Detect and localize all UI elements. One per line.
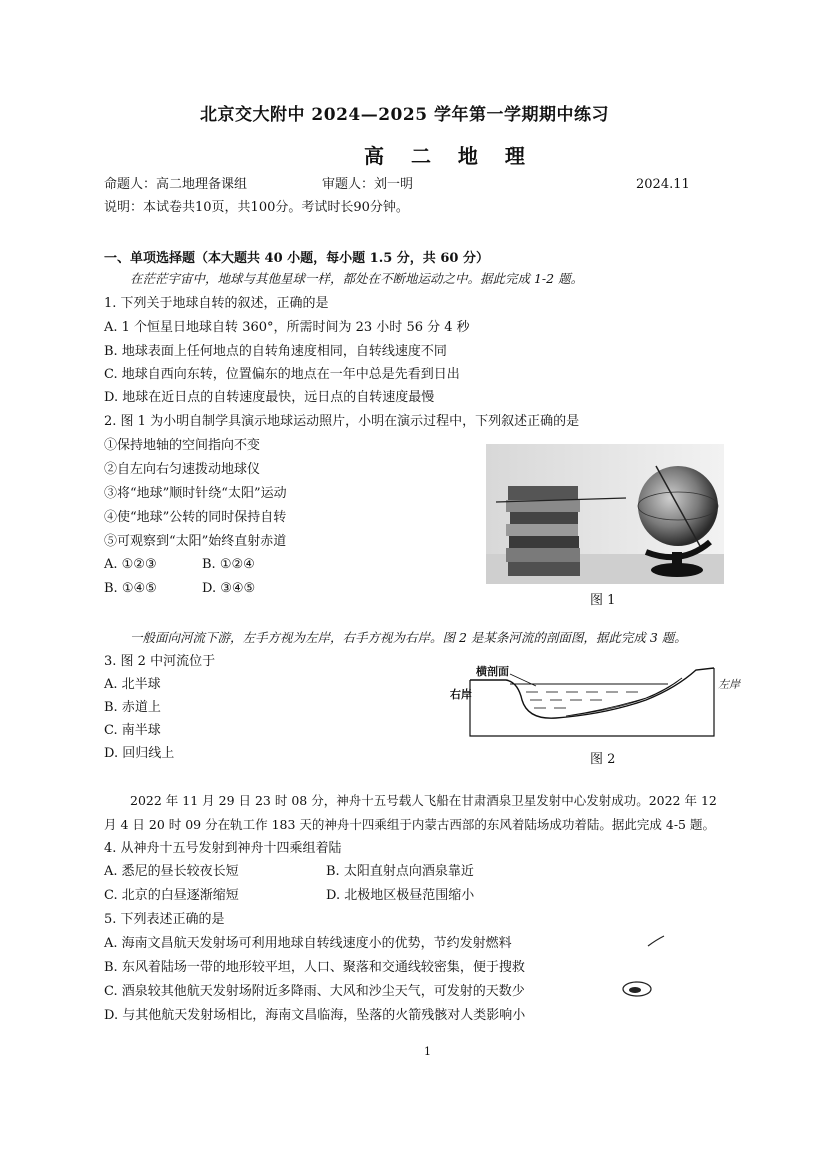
pencil-mark bbox=[646, 934, 666, 948]
q4-option-b: B. 太阳直射点向酒泉靠近 bbox=[326, 864, 474, 879]
exam-title: 北京交大附中 2024—2025 学年第一学期期中练习 bbox=[200, 105, 609, 125]
intro-q1-2: 在茫茫宇宙中，地球与其他星球一样，都处在不断地运动之中。据此完成 1-2 题。 bbox=[130, 271, 584, 286]
q5-option-b: B. 东风着陆场一带的地形较平坦，人口、聚落和交通线较密集，便于搜救 bbox=[104, 960, 525, 975]
q1-option-b: B. 地球表面上任何地点的自转角速度相同，自转线速度不同 bbox=[104, 344, 447, 359]
reviewer: 审题人：刘一明 bbox=[322, 177, 414, 192]
figure-2-label-section: 横剖面 bbox=[476, 665, 509, 678]
q3-option-b: B. 赤道上 bbox=[104, 700, 161, 715]
q2-statement-2: ②自左向右匀速拨动地球仪 bbox=[104, 462, 261, 477]
q2-option-a: A. ①②③ bbox=[104, 557, 157, 572]
figure-2-label-left-bank: 左岸 bbox=[718, 678, 740, 691]
figure-2-caption: 图 2 bbox=[590, 752, 616, 767]
question-setter: 命题人：高二地理备课组 bbox=[104, 177, 248, 192]
q5-stem: 5. 下列表述正确的是 bbox=[104, 912, 225, 927]
q1-stem: 1. 下列关于地球自转的叙述，正确的是 bbox=[104, 296, 329, 311]
intro-q4-5-line2: 月 4 日 20 时 09 分在轨工作 183 天的神舟十四乘组于内蒙古西部的东风着陆场成功着陆。据此完成 4-5 题。 bbox=[104, 817, 715, 832]
q2-option-b: B. ①②④ bbox=[202, 557, 255, 572]
page-number: 1 bbox=[424, 1045, 431, 1058]
q2-option-c: B. ①④⑤ bbox=[104, 581, 157, 596]
intro-q4-5-line1: 2022 年 11 月 29 日 23 时 08 分，神舟十五号载人飞船在甘肃酒泉卫星发射中心发射成功。2022 年 12 bbox=[130, 793, 717, 808]
q5-option-c: C. 酒泉较其他航天发射场附近多降雨、大风和沙尘天气，可发射的天数少 bbox=[104, 984, 525, 999]
intro-q3: 一般面向河流下游，左手方视为左岸，右手方视为右岸。图 2 是某条河流的剖面图，据此完成 3 题。 bbox=[130, 630, 687, 645]
exam-instructions: 说明：本试卷共10页，共100分。考试时长90分钟。 bbox=[104, 200, 409, 215]
q2-statement-1: ①保持地轴的空间指向不变 bbox=[104, 438, 261, 453]
q3-option-d: D. 回归线上 bbox=[104, 746, 175, 761]
exam-subject: 高 二 地 理 bbox=[364, 144, 535, 168]
q5-option-a: A. 海南文昌航天发射场可利用地球自转线速度小的优势，节约发射燃料 bbox=[104, 936, 512, 951]
q2-statement-5: ⑤可观察到“太阳”始终直射赤道 bbox=[104, 534, 287, 549]
q1-option-c: C. 地球自西向东转，位置偏东的地点在一年中总是先看到日出 bbox=[104, 367, 460, 382]
q2-statement-3: ③将“地球”顺时针绕“太阳”运动 bbox=[104, 486, 287, 501]
q2-statement-4: ④使“地球”公转的同时保持自转 bbox=[104, 510, 287, 525]
figure-1-caption: 图 1 bbox=[590, 593, 616, 608]
q3-option-c: C. 南半球 bbox=[104, 723, 161, 738]
q2-option-d: D. ③④⑤ bbox=[202, 581, 256, 596]
section-heading: 一、单项选择题（本大题共 40 小题，每小题 1.5 分，共 60 分） bbox=[104, 251, 489, 266]
pencil-doodle bbox=[620, 978, 656, 1000]
q2-stem: 2. 图 1 为小明自制学具演示地球运动照片，小明在演示过程中，下列叙述正确的是 bbox=[104, 414, 580, 429]
q3-stem: 3. 图 2 中河流位于 bbox=[104, 654, 216, 669]
q4-option-a: A. 悉尼的昼长较夜长短 bbox=[104, 864, 239, 879]
q4-stem: 4. 从神舟十五号发射到神舟十四乘组着陆 bbox=[104, 841, 342, 856]
q1-option-a: A. 1 个恒星日地球自转 360°，所需时间为 23 小时 56 分 4 秒 bbox=[104, 320, 470, 335]
q4-option-c: C. 北京的白昼逐渐缩短 bbox=[104, 888, 239, 903]
figure-2-label-right-bank: 右岸 bbox=[450, 688, 472, 701]
exam-date: 2024.11 bbox=[636, 177, 690, 192]
figure-1-photo bbox=[486, 444, 724, 584]
q5-option-d: D. 与其他航天发射场相比，海南文昌临海，坠落的火箭残骸对人类影响小 bbox=[104, 1008, 526, 1023]
q4-option-d: D. 北极地区极昼范围缩小 bbox=[326, 888, 475, 903]
q3-option-a: A. 北半球 bbox=[104, 677, 161, 692]
q1-option-d: D. 地球在近日点的自转速度最快，远日点的自转速度最慢 bbox=[104, 390, 435, 405]
